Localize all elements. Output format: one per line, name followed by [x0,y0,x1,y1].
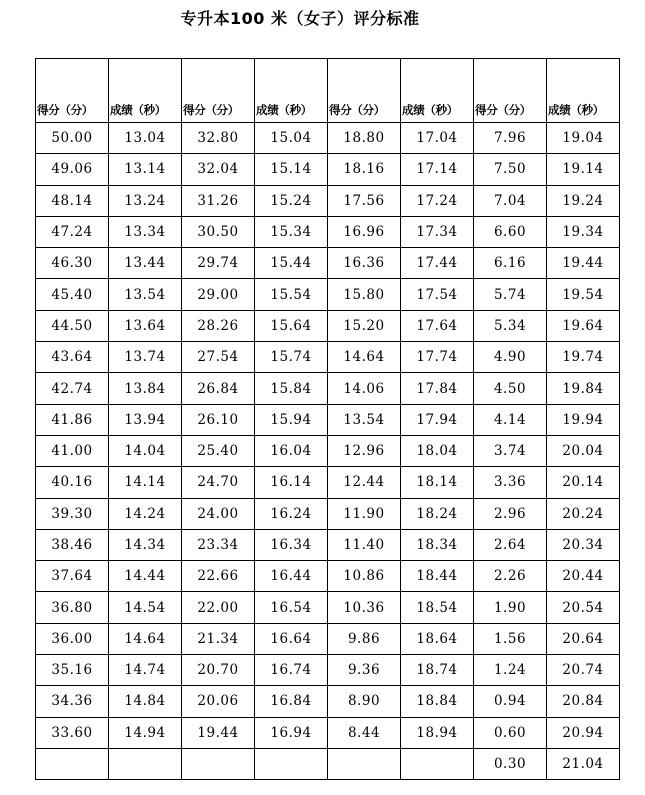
time-cell: 19.74 [547,342,620,373]
time-cell: 14.44 [109,561,182,592]
score-cell: 4.50 [474,373,547,404]
time-cell: 18.24 [401,498,474,529]
score-cell: 1.24 [474,655,547,686]
time-cell: 15.34 [255,216,328,247]
time-cell: 15.04 [255,123,328,154]
scoring-table [35,58,620,780]
time-cell: 13.04 [109,123,182,154]
score-cell: 18.80 [328,123,401,154]
time-cell: 13.64 [109,310,182,341]
score-cell: 4.90 [474,342,547,373]
score-cell: 17.56 [328,185,401,216]
score-cell [182,748,255,779]
table-row [36,404,620,435]
score-cell: 7.96 [474,123,547,154]
time-cell: 20.34 [547,529,620,560]
time-cell: 13.54 [109,279,182,310]
time-cell: 15.84 [255,373,328,404]
score-cell: 12.96 [328,435,401,466]
time-cell: 20.74 [547,655,620,686]
time-cell: 16.84 [255,686,328,717]
time-cell: 16.34 [255,529,328,560]
table-body [36,123,620,780]
time-cell: 19.94 [547,404,620,435]
score-cell: 35.16 [36,655,109,686]
time-cell: 17.44 [401,248,474,279]
table-row [36,279,620,310]
score-cell: 34.36 [36,686,109,717]
time-cell: 19.04 [547,123,620,154]
time-cell: 17.04 [401,123,474,154]
score-cell: 33.60 [36,717,109,748]
table-row [36,561,620,592]
time-cell: 13.74 [109,342,182,373]
header-score: 得分（分） [474,59,547,123]
score-cell: 14.64 [328,342,401,373]
score-cell: 27.54 [182,342,255,373]
score-cell: 30.50 [182,216,255,247]
time-cell: 20.44 [547,561,620,592]
time-cell: 20.64 [547,623,620,654]
time-cell: 18.74 [401,655,474,686]
time-cell: 14.24 [109,498,182,529]
header-score: 得分（分） [36,59,109,123]
score-cell: 6.60 [474,216,547,247]
table-row [36,373,620,404]
score-cell: 2.96 [474,498,547,529]
score-cell: 15.20 [328,310,401,341]
time-cell: 17.34 [401,216,474,247]
score-cell: 26.10 [182,404,255,435]
time-cell: 15.44 [255,248,328,279]
score-cell: 16.36 [328,248,401,279]
score-cell: 24.00 [182,498,255,529]
time-cell: 15.94 [255,404,328,435]
score-cell: 20.70 [182,655,255,686]
table-row [36,216,620,247]
score-cell: 41.86 [36,404,109,435]
score-cell: 9.36 [328,655,401,686]
score-cell: 3.74 [474,435,547,466]
time-cell: 19.84 [547,373,620,404]
time-cell: 18.34 [401,529,474,560]
score-cell: 40.16 [36,467,109,498]
time-cell: 20.04 [547,435,620,466]
time-cell: 15.14 [255,154,328,185]
score-cell: 6.16 [474,248,547,279]
score-cell: 15.80 [328,279,401,310]
time-cell: 17.14 [401,154,474,185]
score-cell: 10.86 [328,561,401,592]
time-cell: 16.94 [255,717,328,748]
time-cell: 14.54 [109,592,182,623]
score-cell: 0.60 [474,717,547,748]
score-cell: 44.50 [36,310,109,341]
score-cell: 19.44 [182,717,255,748]
header-row [36,59,620,123]
time-cell: 19.34 [547,216,620,247]
time-cell: 17.84 [401,373,474,404]
score-cell: 1.90 [474,592,547,623]
time-cell: 19.44 [547,248,620,279]
table-row [36,467,620,498]
time-cell: 19.24 [547,185,620,216]
time-cell: 13.44 [109,248,182,279]
time-cell: 17.94 [401,404,474,435]
score-cell: 37.64 [36,561,109,592]
time-cell: 18.54 [401,592,474,623]
time-cell: 18.14 [401,467,474,498]
time-cell: 14.14 [109,467,182,498]
score-cell: 8.44 [328,717,401,748]
score-cell: 9.86 [328,623,401,654]
score-cell: 7.50 [474,154,547,185]
table-row [36,686,620,717]
time-cell: 13.94 [109,404,182,435]
score-cell: 0.94 [474,686,547,717]
time-cell: 20.14 [547,467,620,498]
time-cell: 20.84 [547,686,620,717]
score-cell: 21.34 [182,623,255,654]
score-cell: 11.90 [328,498,401,529]
time-cell: 19.64 [547,310,620,341]
score-cell: 1.56 [474,623,547,654]
score-cell: 7.04 [474,185,547,216]
score-cell: 20.06 [182,686,255,717]
score-cell: 2.64 [474,529,547,560]
time-cell: 20.54 [547,592,620,623]
score-cell: 11.40 [328,529,401,560]
time-cell [109,748,182,779]
time-cell: 17.54 [401,279,474,310]
score-cell: 28.26 [182,310,255,341]
time-cell: 16.14 [255,467,328,498]
score-cell: 25.40 [182,435,255,466]
time-cell: 16.64 [255,623,328,654]
time-cell: 20.24 [547,498,620,529]
score-cell [328,748,401,779]
table-row [36,342,620,373]
time-cell: 16.44 [255,561,328,592]
time-cell: 14.04 [109,435,182,466]
table-row [36,123,620,154]
score-cell: 13.54 [328,404,401,435]
score-cell: 24.70 [182,467,255,498]
time-cell: 18.94 [401,717,474,748]
time-cell: 18.84 [401,686,474,717]
score-cell: 50.00 [36,123,109,154]
header-time: 成绩（秒） [547,59,620,123]
time-cell: 15.74 [255,342,328,373]
header-time: 成绩（秒） [401,59,474,123]
time-cell: 15.54 [255,279,328,310]
table-row [36,248,620,279]
time-cell: 16.04 [255,435,328,466]
score-cell: 22.66 [182,561,255,592]
table-row [36,529,620,560]
table-row [36,310,620,341]
time-cell: 13.24 [109,185,182,216]
score-cell: 8.90 [328,686,401,717]
score-cell: 0.30 [474,748,547,779]
time-cell: 14.84 [109,686,182,717]
score-cell: 5.34 [474,310,547,341]
table-row [36,435,620,466]
score-cell: 26.84 [182,373,255,404]
time-cell: 14.74 [109,655,182,686]
score-cell: 23.34 [182,529,255,560]
table-row [36,154,620,185]
score-cell: 36.00 [36,623,109,654]
time-cell: 13.84 [109,373,182,404]
time-cell: 16.74 [255,655,328,686]
time-cell: 17.64 [401,310,474,341]
score-cell: 12.44 [328,467,401,498]
score-cell: 46.30 [36,248,109,279]
time-cell: 15.64 [255,310,328,341]
score-cell: 3.36 [474,467,547,498]
score-cell: 47.24 [36,216,109,247]
score-cell: 22.00 [182,592,255,623]
time-cell [255,748,328,779]
header-time: 成绩（秒） [109,59,182,123]
header-score: 得分（分） [328,59,401,123]
score-cell: 10.36 [328,592,401,623]
score-cell: 41.00 [36,435,109,466]
header-time: 成绩（秒） [255,59,328,123]
score-cell: 39.30 [36,498,109,529]
time-cell: 16.24 [255,498,328,529]
time-cell: 18.44 [401,561,474,592]
table-row [36,748,620,779]
time-cell: 19.14 [547,154,620,185]
score-cell: 45.40 [36,279,109,310]
time-cell: 17.74 [401,342,474,373]
time-cell: 14.94 [109,717,182,748]
time-cell: 17.24 [401,185,474,216]
score-cell: 18.16 [328,154,401,185]
score-cell: 42.74 [36,373,109,404]
page-title: 专升本100 米（女子）评分标准 [180,9,420,28]
score-cell: 2.26 [474,561,547,592]
table-row [36,717,620,748]
time-cell: 15.24 [255,185,328,216]
time-cell: 19.54 [547,279,620,310]
time-cell: 21.04 [547,748,620,779]
score-cell: 38.46 [36,529,109,560]
time-cell: 13.14 [109,154,182,185]
time-cell: 18.04 [401,435,474,466]
time-cell: 13.34 [109,216,182,247]
table-row [36,592,620,623]
time-cell: 20.94 [547,717,620,748]
time-cell: 14.34 [109,529,182,560]
time-cell: 16.54 [255,592,328,623]
score-cell: 14.06 [328,373,401,404]
time-cell: 14.64 [109,623,182,654]
table-row [36,498,620,529]
score-cell: 43.64 [36,342,109,373]
table-row [36,623,620,654]
table-row [36,655,620,686]
score-cell: 4.14 [474,404,547,435]
score-cell: 32.04 [182,154,255,185]
score-cell: 31.26 [182,185,255,216]
score-cell: 36.80 [36,592,109,623]
score-cell: 49.06 [36,154,109,185]
header-score: 得分（分） [182,59,255,123]
score-cell: 48.14 [36,185,109,216]
score-cell: 5.74 [474,279,547,310]
score-cell: 32.80 [182,123,255,154]
time-cell: 18.64 [401,623,474,654]
time-cell [401,748,474,779]
score-cell [36,748,109,779]
table-row [36,185,620,216]
score-cell: 29.74 [182,248,255,279]
score-cell: 16.96 [328,216,401,247]
score-cell: 29.00 [182,279,255,310]
